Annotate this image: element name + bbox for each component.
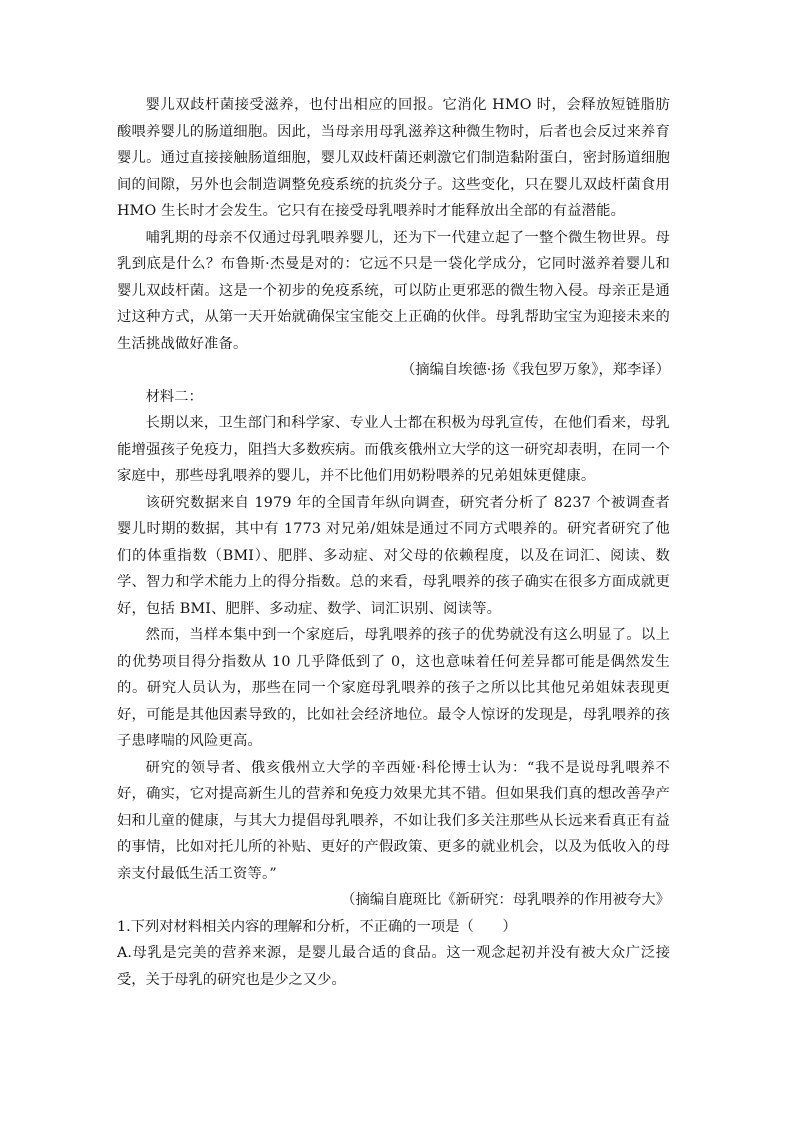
document-body: [117, 92, 670, 993]
material2-paragraph-4: 研究的领导者、俄亥俄州立大学的辛西娅·科伦博士认为：“我不是说母乳喂养不好，确实，它对提高新生儿的营养和免疫力效果尤其不错。但如果我们真的想改善孕产妇和儿童的健康，与其大力提倡母乳喂养，不如让我们多关注那些从长远来看真正有益的事情，比如对托儿所的补贴、更好的产假政策、更多的就业机会，以及为低收入的母亲支付最低生活工资等。”: [117, 759, 670, 882]
material1-source: （摘编自埃德·扬《我包罗万象》，郑李译）: [400, 362, 670, 378]
question-option-a: A.母乳是完美的营养来源，是婴儿最合适的食品。这一观念起初并没有被大众广泛接受，关于母乳的研究也是少之又少。: [117, 945, 670, 988]
material2-source: （摘编自鹿斑比《新研究：母乳喂养的作用被夸大》: [341, 892, 670, 908]
material2-paragraph-2: 该研究数据来自 1979 年的全国青年纵向调查，研究者分析了 8237 个被调查者婴儿时期的数据，其中有 1773 对兄弟/姐妹是通过不同方式喂养的。研究者研究了他们的体重指数（BMI）、肥胖、多动症、对父母的依赖程度，以及在词汇、阅读、数学、智力和学术能力上的得分指数。总的来看，母乳喂养的孩子确实在很多方面成就更好，包括 BMI、肥胖、多动症、数学、词汇识别、阅读等。: [117, 494, 670, 617]
question-stem: 1.下列对材料相关内容的理解和分析，不正确的一项是（ ）: [117, 918, 517, 935]
material2-paragraph-3: 然而，当样本集中到一个家庭后，母乳喂养的孩子的优势就没有这么明显了。以上的优势项目得分指数从 10 几乎降低到了 0，这也意味着任何差异都可能是偶然发生的。研究人员认为，那些在同一个家庭母乳喂养的孩子之所以比其他兄弟姐妹表现更好，可能是其他因素导致的，比如社会经济地位。最令人惊讶的发现是，母乳喂养的孩子患哮喘的风险更高。: [117, 627, 670, 749]
material1-paragraph-2: 哺乳期的母亲不仅通过母乳喂养婴儿，还为下一代建立起了一整个微生物世界。母乳到底是什么？布鲁斯·杰曼是对的：它远不只是一袋化学成分，它同时滋养着婴儿和婴儿双歧杆菌。这是一个初步的免疫系统，可以防止更邪恶的微生物入侵。母亲正是通过这种方式，从第一天开始就确保宝宝能交上正确的伙伴。母乳帮助宝宝为迎接未来的生活挑战做好准备。: [117, 229, 670, 352]
material2-label: 材料二：: [145, 388, 203, 405]
material2-paragraph-1: 长期以来，卫生部门和科学家、专业人士都在积极为母乳宣传，在他们看来，母乳能增强孩子免疫力，阻挡大多数疾病。而俄亥俄州立大学的这一研究却表明，在同一个家庭中，那些母乳喂养的婴儿，并不比他们用奶粉喂养的兄弟姐妹更健康。: [117, 415, 670, 484]
material1-paragraph-1: 婴儿双歧杆菌接受滋养，也付出相应的回报。它消化 HMO 时，会释放短链脂肪酸喂养婴儿的肠道细胞。因此，当母亲用母乳滋养这种微生物时，后者也会反过来养育婴儿。通过直接接触肠道细胞，婴儿双歧杆菌还刺激它们制造黏附蛋白，密封肠道细胞间的间隙，另外也会制造调整免疫系统的抗炎分子。这些变化，只在婴儿双歧杆菌食用 HMO 生长时才会发生。它只有在接受母乳喂养时才能释放出全部的有益潜能。: [117, 97, 670, 219]
